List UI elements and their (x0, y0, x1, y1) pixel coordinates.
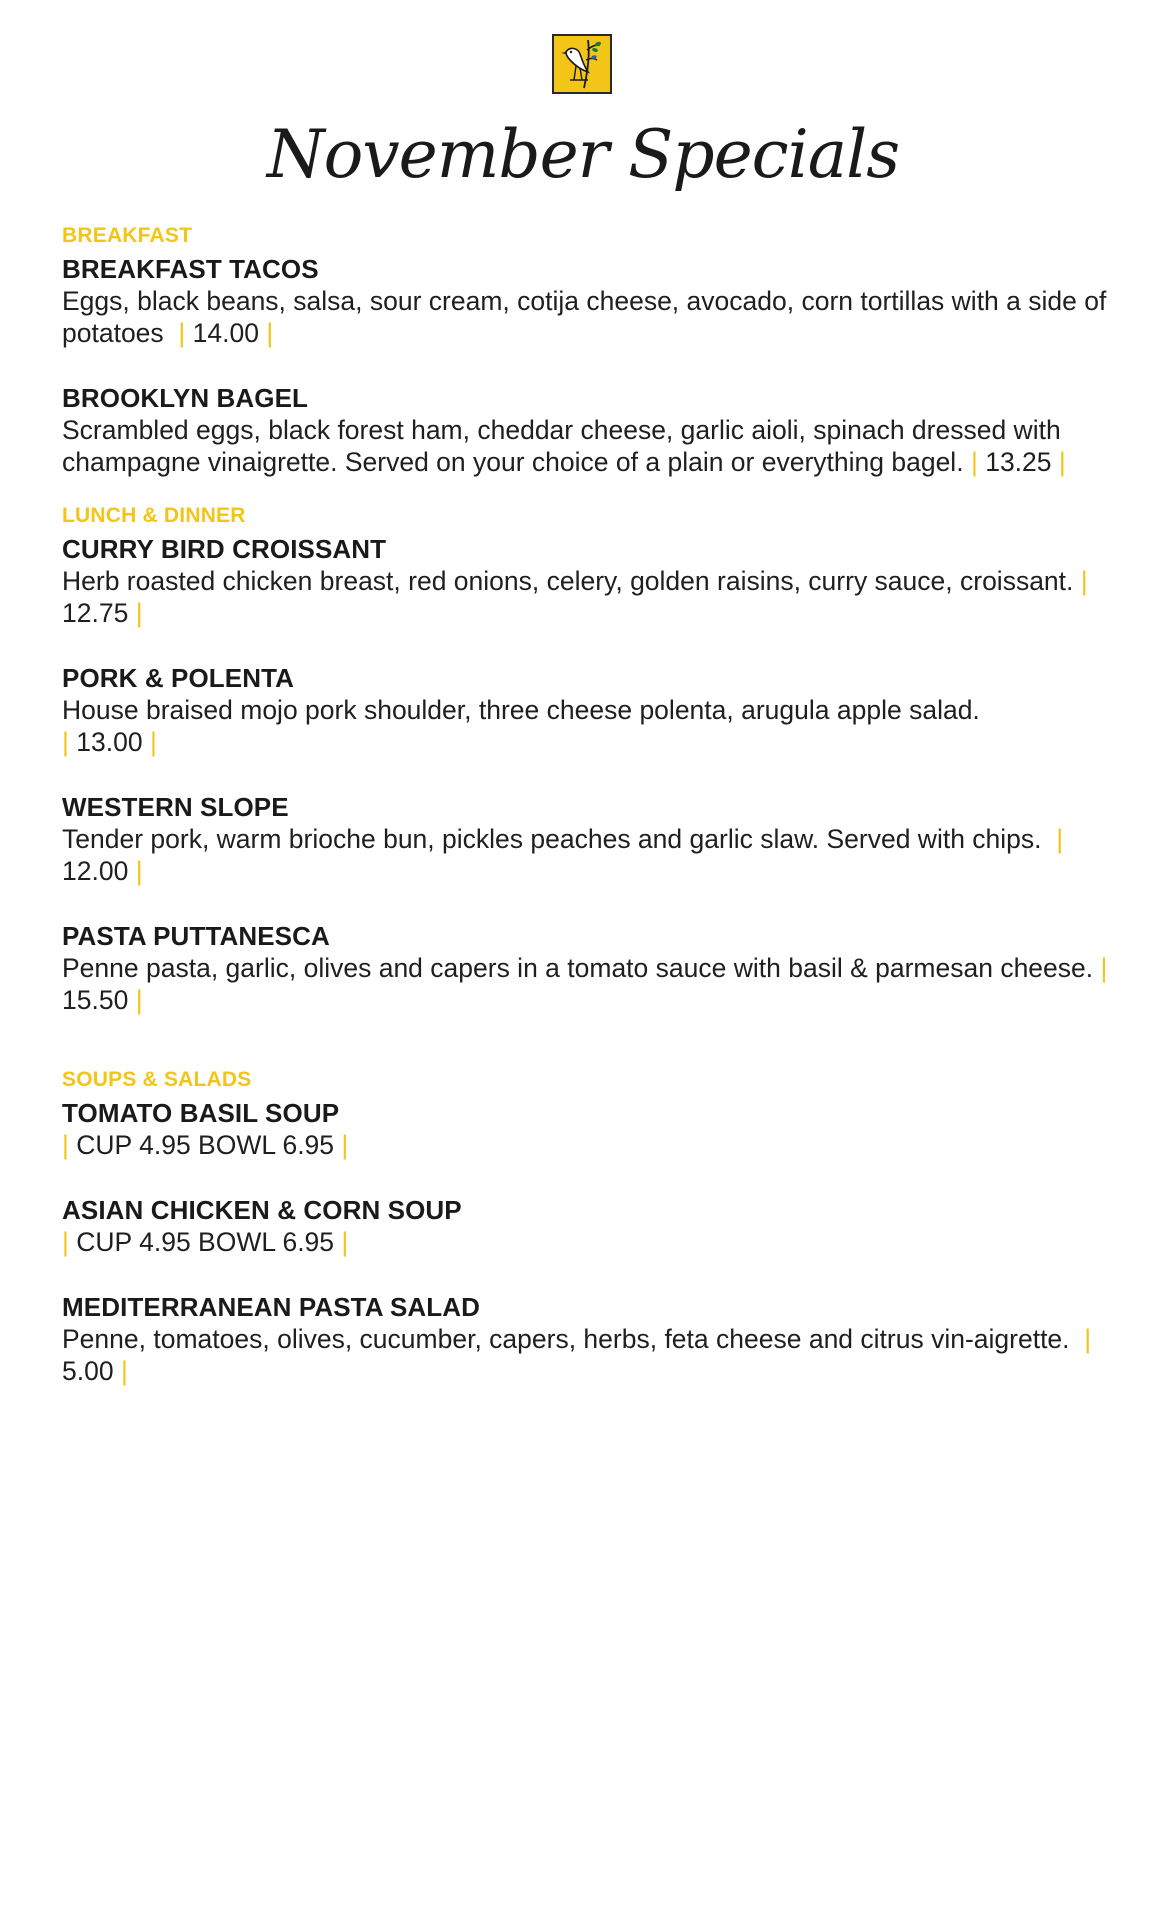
section-heading: SOUPS & SALADS (62, 1068, 252, 1091)
item-description-text: Penne, tomatoes, olives, cucumber, capers, herbs, feta cheese and citrus vin-aigrette. (62, 1324, 1077, 1354)
price-divider-left: | (1048, 824, 1064, 854)
menu-item (62, 254, 1122, 349)
section-heading: LUNCH & DINNER (62, 504, 246, 527)
section-lunch-dinner (62, 504, 1122, 1016)
item-description (62, 565, 1122, 629)
price-divider-right: | (266, 318, 274, 348)
price-divider-left: | (970, 447, 978, 477)
menu-item (62, 534, 1122, 629)
price-divider-left: | (1100, 953, 1108, 983)
item-price: 15.50 (62, 985, 129, 1015)
price-divider-left: | (171, 318, 186, 348)
item-name: TOMATO BASIL SOUP (62, 1098, 340, 1128)
item-price: 12.00 (62, 856, 129, 886)
menu-list (62, 224, 1122, 1387)
price-divider-right: | (135, 856, 143, 886)
price-divider-right: | (1058, 447, 1066, 477)
menu-item (62, 792, 1122, 887)
price-divider-left: | (1080, 566, 1088, 596)
item-description-text: Scrambled eggs, black forest ham, cheddar cheese, garlic aioli, spinach dressed with champagne vinaigrette. Served on your choice of a plain or everything bagel. (62, 415, 1061, 477)
price-divider-right: | (120, 1356, 128, 1386)
item-name: WESTERN SLOPE (62, 792, 289, 822)
price-divider-right: | (341, 1130, 349, 1160)
menu-item (62, 383, 1122, 478)
menu-item (62, 1098, 1122, 1161)
item-name: BROOKLYN BAGEL (62, 383, 309, 413)
item-description (62, 952, 1122, 1016)
item-price: 12.75 (62, 598, 129, 628)
item-name: CURRY BIRD CROISSANT (62, 534, 387, 564)
item-description-text: Tender pork, warm brioche bun, pickles peaches and garlic slaw. Served with chips. (62, 824, 1049, 854)
item-description (62, 694, 1122, 758)
item-description-text: Penne pasta, garlic, olives and capers in a tomato sauce with basil & parmesan cheese. (62, 953, 1101, 983)
item-name: MEDITERRANEAN PASTA SALAD (62, 1292, 481, 1322)
item-description-text: House braised mojo pork shoulder, three cheese polenta, arugula apple salad. (62, 695, 980, 725)
item-price: 14.00 (192, 318, 259, 348)
item-name: PASTA PUTTANESCA (62, 921, 330, 951)
item-price: CUP 4.95 BOWL 6.95 (76, 1227, 335, 1257)
price-divider-right: | (135, 598, 143, 628)
item-price: CUP 4.95 BOWL 6.95 (76, 1130, 335, 1160)
item-name: ASIAN CHICKEN & CORN SOUP (62, 1195, 462, 1225)
item-description (62, 414, 1122, 478)
item-description (62, 823, 1122, 887)
item-description-text: Eggs, black beans, salsa, sour cream, cotija cheese, avocado, corn tortillas with a side of potatoes (62, 286, 1107, 348)
item-price: 13.25 (985, 447, 1052, 477)
price-divider-right: | (149, 727, 157, 757)
item-price: 5.00 (62, 1356, 114, 1386)
item-description (62, 1323, 1122, 1387)
section-heading: BREAKFAST (62, 224, 193, 247)
section-breakfast (62, 224, 1122, 478)
menu-item (62, 1195, 1122, 1258)
item-description (62, 1129, 1122, 1161)
menu-item (62, 921, 1122, 1016)
price-divider-left: | (62, 1227, 69, 1257)
item-name: PORK & POLENTA (62, 663, 295, 693)
section-soups-salads (62, 1068, 1122, 1387)
item-description (62, 285, 1122, 349)
item-price: 13.00 (76, 727, 143, 757)
menu-item (62, 1292, 1122, 1387)
price-divider-left: | (62, 727, 69, 757)
bird-on-branch-logo-icon (552, 34, 612, 94)
item-description-text: Herb roasted chicken breast, red onions, celery, golden raisins, curry sauce, croissant. (62, 566, 1074, 596)
price-divider-right: | (341, 1227, 349, 1257)
page-title: November Specials (266, 116, 900, 193)
price-divider-left: | (62, 1130, 69, 1160)
item-name: BREAKFAST TACOS (62, 254, 319, 284)
price-divider-right: | (135, 985, 143, 1015)
price-divider-left: | (1076, 1324, 1092, 1354)
menu-item (62, 663, 1122, 758)
item-description (62, 1226, 1122, 1258)
